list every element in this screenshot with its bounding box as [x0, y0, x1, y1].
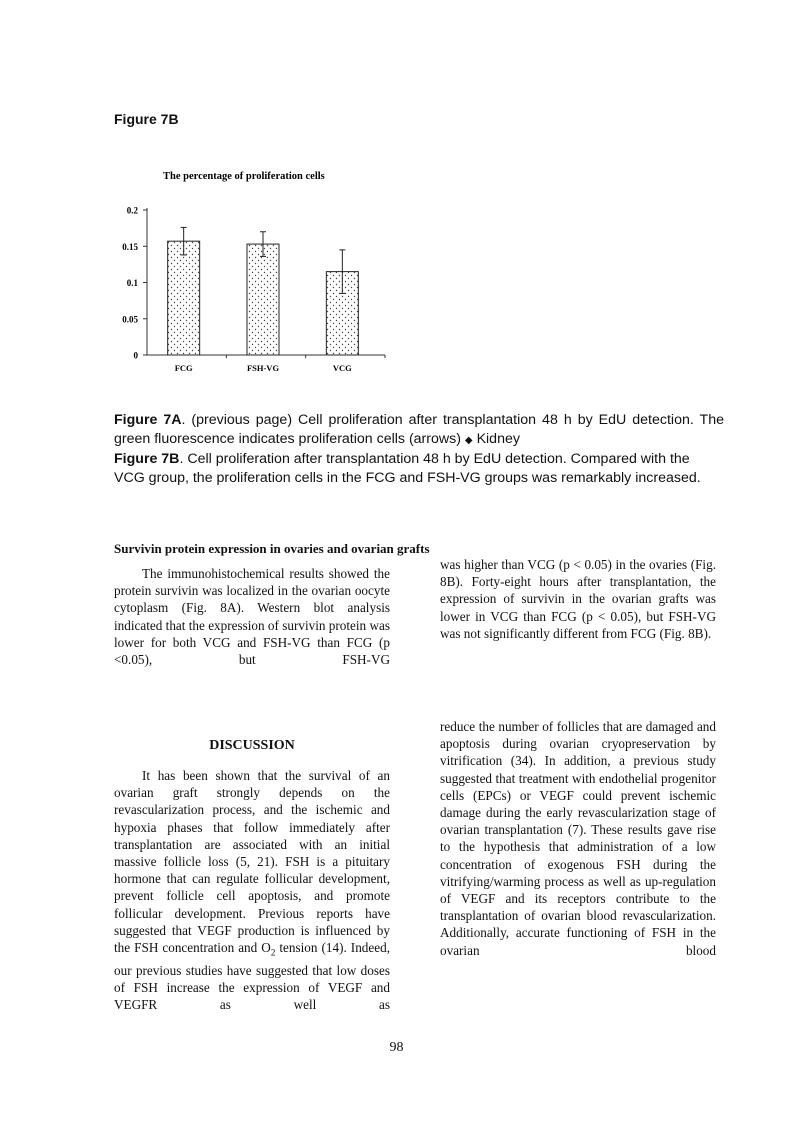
survivin-right-column — [440, 556, 716, 642]
survivin-left-column — [114, 565, 390, 668]
discussion-heading: DISCUSSION — [209, 738, 295, 753]
bullet-icon: ◆ — [464, 435, 473, 446]
bar-chart-svg — [110, 160, 400, 380]
chart-title: The percentage of proliferation cells — [163, 171, 325, 182]
survivin-right-text: was higher than VCG (p < 0.05) in the ovaries (Fig. 8B). Forty-eight hours after transplantation, the expression of survivin in the ovarian grafts was lower in VCG than FCG (p < 0.05), but FSH-VG was not significantly different from FCG (Fig. 8B). — [440, 557, 716, 641]
bar-chart — [110, 160, 400, 380]
x-tick-label: FCG — [174, 363, 193, 373]
discussion-left-b: tension (14). Indeed, our previous studies have suggested that low doses of FSH increase the expression of VEGF and VEGFR as well as — [114, 940, 390, 1013]
x-tick-label: VCG — [332, 363, 352, 373]
figure-label: Figure 7B — [114, 111, 179, 127]
y-tick-label: 0.1 — [126, 278, 138, 288]
survivin-left-text: The immunohistochemical results showed the protein survivin was localized in the ovarian oocyte cytoplasm (Fig. 8A). Western blot analysis indicated that the expression of survivin protein was lower for both VCG and FSH-VG than FCG (p <0.05), but FSH-VG — [114, 566, 390, 668]
discussion-left-sub: 2 — [270, 947, 276, 958]
y-tick-label: 0.2 — [126, 205, 138, 216]
discussion-left-a: It has been shown that the survival of an ovarian graft strongly depends on the revascularization process, and the ischemic and hypoxia phases that follow immediately after transplantation are associated with an initial massive follicle loss (5, 21). FSH is a pituitary hormone that can regulate follicular development, prevent follicle cell apoptosis, and promote follicular development. Previous reports have suggested that VEGF production is influenced by the FSH concentration and O — [114, 768, 390, 956]
y-tick-label: 0 — [133, 350, 138, 361]
discussion-left-text — [114, 767, 390, 1013]
caption-a-tail: Kidney — [472, 431, 520, 447]
y-tick-label: 0.05 — [122, 314, 138, 325]
discussion-right-column — [440, 718, 716, 959]
bar-fsh-vg — [247, 244, 279, 355]
y-tick-label: 0.15 — [122, 241, 138, 252]
caption-a-text: . (previous page) Cell proliferation after transplantation 48 h by EdU detection. The green fluorescence indicates proliferation cells (arrows) — [114, 412, 724, 447]
x-tick-label: FSH-VG — [246, 363, 280, 373]
page-number: 98 — [389, 1040, 404, 1055]
caption-b-label: Figure 7B — [114, 451, 180, 467]
discussion-right-text: reduce the number of follicles that are damaged and apoptosis during ovarian cryopreservation by vitrification (34). In addition, a previous study suggested that treatment with endothelial progenitor cells (EPCs) or VEGF could prevent ischemic damage during the early revascularization stage of ovarian transplantation (7). These results gave rise to the hypothesis that administration of a low concentration of exogenous FSH during the vitrifying/warming process as well as up-regulation of VEGF and its receptors contribute to the transplantation of ovarian blood revascularization. Additionally, accurate functioning of FSH in the ovarian blood — [440, 719, 716, 958]
caption-b-text: . Cell proliferation after transplantation 48 h by EdU detection. Compared with the VCG group, the proliferation cells in the FCG and FSH-VG groups was remarkably increased. — [114, 451, 701, 486]
bar-fcg — [168, 241, 200, 355]
discussion-left-column — [114, 767, 390, 1013]
figure-caption — [114, 411, 724, 488]
caption-a-label: Figure 7A — [114, 412, 182, 428]
section-heading-survivin: Survivin protein expression in ovaries and ovarian grafts — [114, 541, 430, 556]
